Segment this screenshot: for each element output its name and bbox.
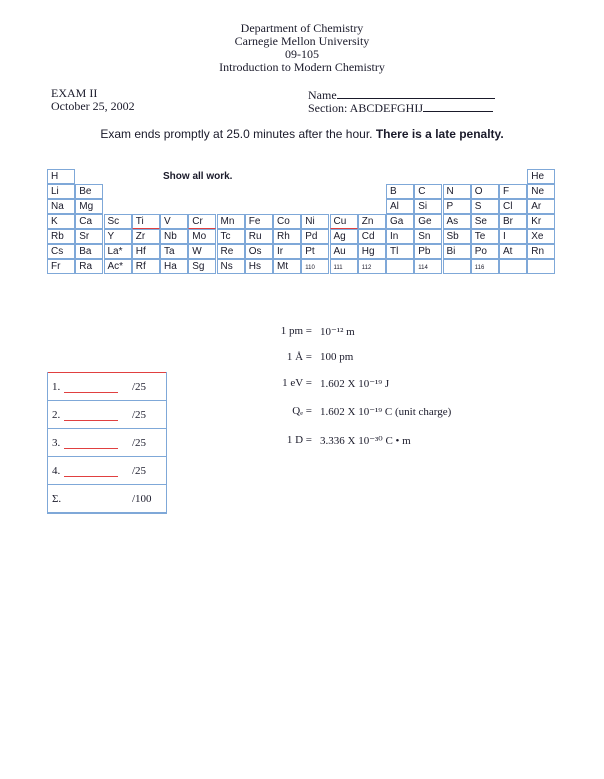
element-K: K xyxy=(47,214,75,229)
element-V: V xyxy=(160,214,188,229)
element-Hf: Hf xyxy=(132,244,160,259)
show-work-label: Show all work. xyxy=(163,171,233,182)
element-I: I xyxy=(499,229,527,244)
element-Mn: Mn xyxy=(217,214,245,229)
element-Os: Os xyxy=(245,244,273,259)
element-Rn: Rn xyxy=(527,244,555,259)
element-Sc: Sc xyxy=(104,214,132,229)
element-O: O xyxy=(471,184,499,199)
element-F: F xyxy=(499,184,527,199)
exam-date: October 25, 2002 xyxy=(51,99,135,113)
element-Co: Co xyxy=(273,214,301,229)
element-Sn: Sn xyxy=(414,229,442,244)
element-Ti: Ti xyxy=(132,214,160,229)
max-points: /25 xyxy=(132,409,147,421)
element-At: At xyxy=(499,244,527,259)
element-B: B xyxy=(386,184,414,199)
element-C: C xyxy=(414,184,442,199)
university-line: Carnegie Mellon University xyxy=(234,34,370,48)
max-points: /25 xyxy=(132,437,147,449)
element-Kr: Kr xyxy=(527,214,555,229)
element-Ag: Ag xyxy=(330,229,358,244)
element-empty xyxy=(499,259,527,274)
element-empty xyxy=(386,259,414,274)
element-Sg: Sg xyxy=(188,259,216,274)
element-Be: Be xyxy=(75,184,103,199)
element-Pt: Pt xyxy=(301,244,329,259)
name-label: Name xyxy=(308,88,337,102)
course-number: 09-105 xyxy=(285,47,319,61)
element-Rb: Rb xyxy=(47,229,75,244)
score-row[interactable] xyxy=(48,428,166,457)
element-La: La* xyxy=(104,244,132,259)
element-In: In xyxy=(386,229,414,244)
element-Ba: Ba xyxy=(75,244,103,259)
element-Mt: Mt xyxy=(273,259,301,274)
question-number: 3. xyxy=(52,437,61,449)
constant-lhs: Qₑ = xyxy=(292,405,312,417)
element-Nb: Nb xyxy=(160,229,188,244)
periodic-table xyxy=(47,169,556,273)
section-blank[interactable] xyxy=(423,100,493,112)
element-Po: Po xyxy=(471,244,499,259)
constant-rhs: 100 pm xyxy=(320,351,354,363)
question-number: 1. xyxy=(52,381,61,393)
exam-title: EXAM II xyxy=(51,86,98,100)
element-Rh: Rh xyxy=(273,229,301,244)
element-114: 114 xyxy=(414,259,442,274)
element-Ta: Ta xyxy=(160,244,188,259)
element-P: P xyxy=(443,199,471,214)
element-Rf: Rf xyxy=(132,259,160,274)
constant-rhs: 3.336 X 10⁻³⁰ C • m xyxy=(320,435,411,447)
element-empty xyxy=(443,259,471,274)
element-112: 112 xyxy=(358,259,386,274)
element-Au: Au xyxy=(330,244,358,259)
score-blank[interactable] xyxy=(64,448,118,449)
department-line: Department of Chemistry xyxy=(240,21,364,35)
constant-rhs: 10⁻¹² m xyxy=(320,326,355,338)
element-Ra: Ra xyxy=(75,259,103,274)
element-Ga: Ga xyxy=(386,214,414,229)
element-H: H xyxy=(47,169,75,184)
element-Al: Al xyxy=(386,199,414,214)
element-110: 110 xyxy=(301,259,329,274)
name-blank[interactable] xyxy=(337,87,495,99)
element-Cu: Cu xyxy=(330,214,358,229)
element-Ge: Ge xyxy=(414,214,442,229)
element-Xe: Xe xyxy=(527,229,555,244)
element-Sb: Sb xyxy=(443,229,471,244)
max-points: /100 xyxy=(132,493,152,505)
score-blank[interactable] xyxy=(64,476,118,477)
element-Ac: Ac* xyxy=(104,259,132,274)
element-Ha: Ha xyxy=(160,259,188,274)
element-Re: Re xyxy=(217,244,245,259)
element-Y: Y xyxy=(104,229,132,244)
element-Mo: Mo xyxy=(188,229,216,244)
element-Ir: Ir xyxy=(273,244,301,259)
element-Ns: Ns xyxy=(217,259,245,274)
constant-lhs: 1 D = xyxy=(286,434,312,446)
score-row[interactable] xyxy=(48,484,166,513)
element-He: He xyxy=(527,169,555,184)
element-Ne: Ne xyxy=(527,184,555,199)
exam-end-text: Exam ends promptly at 25.0 minutes after the hour. xyxy=(100,127,376,141)
score-row[interactable] xyxy=(48,400,166,429)
section-label: Section: ABCDEFGHIJ xyxy=(308,101,424,115)
element-W: W xyxy=(188,244,216,259)
element-Fe: Fe xyxy=(245,214,273,229)
constant-lhs: 1 eV = xyxy=(282,377,312,389)
element-Mg: Mg xyxy=(75,199,103,214)
score-row[interactable] xyxy=(48,456,166,485)
element-Br: Br xyxy=(499,214,527,229)
element-Se: Se xyxy=(471,214,499,229)
element-Ar: Ar xyxy=(527,199,555,214)
element-Cl: Cl xyxy=(499,199,527,214)
section-field[interactable] xyxy=(308,100,493,115)
question-number: Σ. xyxy=(52,493,62,505)
element-As: As xyxy=(443,214,471,229)
course-name: Introduction to Modern Chemistry xyxy=(219,60,385,74)
element-Fr: Fr xyxy=(47,259,75,274)
element-Sr: Sr xyxy=(75,229,103,244)
element-Na: Na xyxy=(47,199,75,214)
constant-rhs: 1.602 X 10⁻¹⁹ J xyxy=(320,378,390,390)
element-Ru: Ru xyxy=(245,229,273,244)
max-points: /25 xyxy=(132,381,147,393)
max-points: /25 xyxy=(132,465,147,477)
score-blank[interactable] xyxy=(64,392,118,393)
element-Ca: Ca xyxy=(75,214,103,229)
score-box xyxy=(47,372,167,514)
element-Hg: Hg xyxy=(358,244,386,259)
element-N: N xyxy=(443,184,471,199)
element-Cd: Cd xyxy=(358,229,386,244)
element-Zn: Zn xyxy=(358,214,386,229)
question-number: 2. xyxy=(52,409,61,421)
element-Ni: Ni xyxy=(301,214,329,229)
score-blank[interactable] xyxy=(64,420,118,421)
element-S: S xyxy=(471,199,499,214)
question-number: 4. xyxy=(52,465,61,477)
element-Te: Te xyxy=(471,229,499,244)
score-row[interactable] xyxy=(48,372,166,401)
late-penalty-text: There is a late penalty. xyxy=(375,127,504,141)
element-Bi: Bi xyxy=(443,244,471,259)
element-Pd: Pd xyxy=(301,229,329,244)
element-116: 116 xyxy=(471,259,499,274)
element-Cs: Cs xyxy=(47,244,75,259)
element-Tl: Tl xyxy=(386,244,414,259)
element-Pb: Pb xyxy=(414,244,442,259)
element-empty xyxy=(527,259,555,274)
late-penalty-notice xyxy=(0,127,604,141)
element-Si: Si xyxy=(414,199,442,214)
element-Zr: Zr xyxy=(132,229,160,244)
constant-lhs: 1 pm = xyxy=(280,325,312,337)
constant-rhs: 1.602 X 10⁻¹⁹ C (unit charge) xyxy=(320,406,452,418)
element-111: 111 xyxy=(330,259,358,274)
element-Hs: Hs xyxy=(245,259,273,274)
constant-lhs: 1 Å = xyxy=(286,351,312,363)
element-Tc: Tc xyxy=(217,229,245,244)
element-Li: Li xyxy=(47,184,75,199)
element-Cr: Cr xyxy=(188,214,216,229)
